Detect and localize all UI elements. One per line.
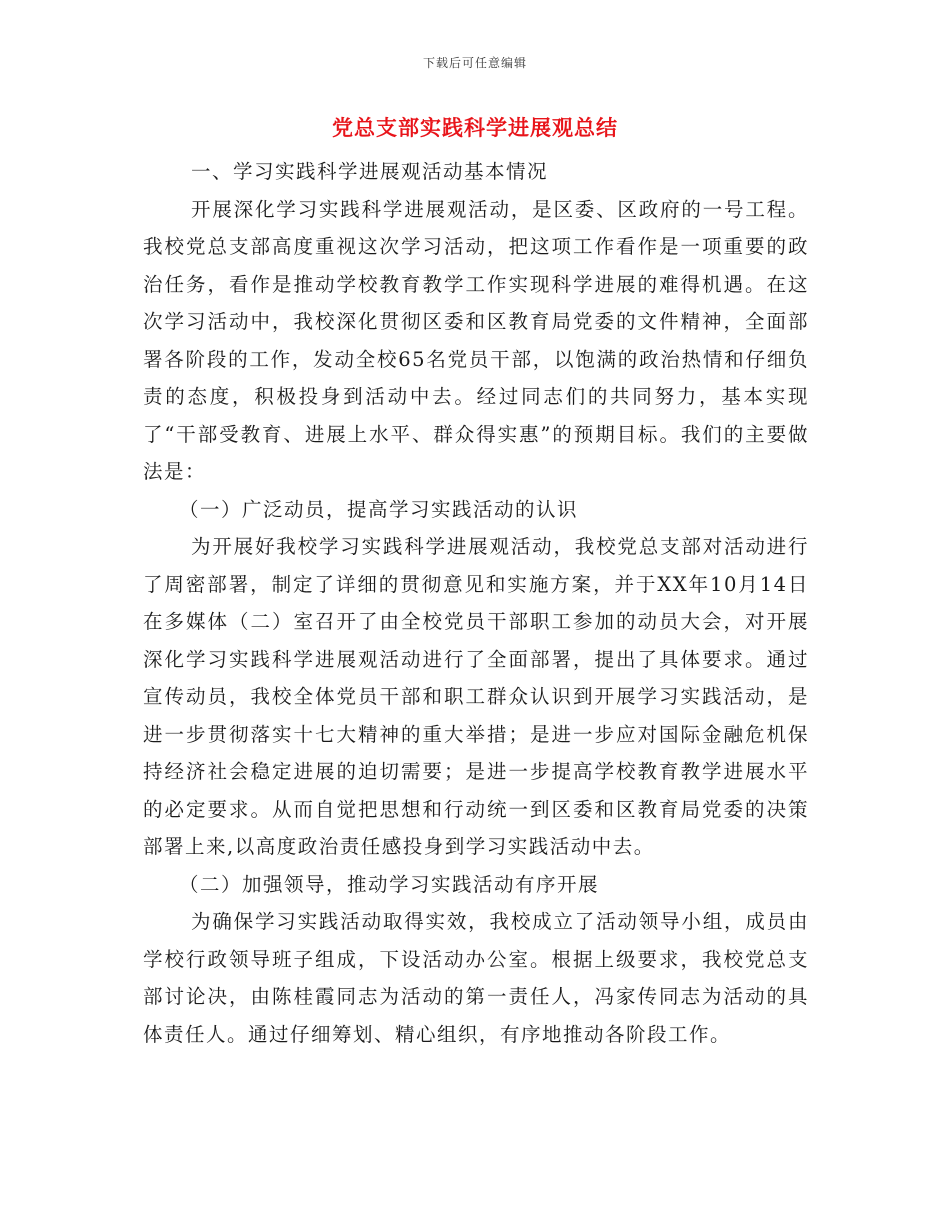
subheading-1: （一）广泛动员，提高学习实践活动的认识 (179, 497, 579, 521)
paragraph-2: 为开展好我校学习实践科学进展观活动，我校党总支部对活动进行了周密部署，制定了详细的贯彻意见和实施方案，并于XX年10月14日在多媒体（二）室召开了由全校党员干部职工参加的动员大会，对开展深化学习实践科学进展观活动进行了全面部署，提出了具体要求。通过宣传动员，我校全体党员干部和职工群众认识到开展学习实践活动，是进一步贯彻落实十七大精神的重大举措；是进一步应对国际金融危机保持经济社会稳定进展的迫切需要；是进一步提高学校教育教学进展水平的必定要求。从而自觉把思想和行动统一到区委和区教育局党委的决策部署上来,以高度政治责任感投身到学习实践活动中去。 (143, 535, 809, 858)
section-heading-1: 一、学习实践科学进展观活动基本情况 (191, 160, 549, 183)
subheading-2: （二）加强领导，推动学习实践活动有序开展 (179, 872, 600, 896)
document-body (143, 153, 809, 1053)
header-note: 下载后可任意编辑 (422, 56, 527, 70)
paragraph-1: 开展深化学习实践科学进展观活动，是区委、区政府的一号工程。我校党总支部高度重视这次学习活动，把这项工作看作是一项重要的政治任务，看作是推动学校教育教学工作实现科学进展的难得机遇。在这次学习活动中，我校深化贯彻区委和区教育局党委的文件精神，全面部署各阶段的工作，发动全校65名党员干部，以饱满的政治热情和仔细负责的态度，积极投身到活动中去。经过同志们的共同努力，基本实现了“干部受教育、进展上水平、群众得实惠”的预期目标。我们的主要做法是： (143, 197, 809, 483)
paragraph-3: 为确保学习实践活动取得实效，我校成立了活动领导小组，成员由学校行政领导班子组成，下设活动办公室。根据上级要求，我校党总支部讨论决，由陈桂霞同志为活动的第一责任人，冯家传同志为活动的具体责任人。通过仔细筹划、精心组织，有序地推动各阶段工作。 (143, 910, 809, 1046)
document-title: 党总支部实践科学进展观总结 (332, 115, 618, 140)
